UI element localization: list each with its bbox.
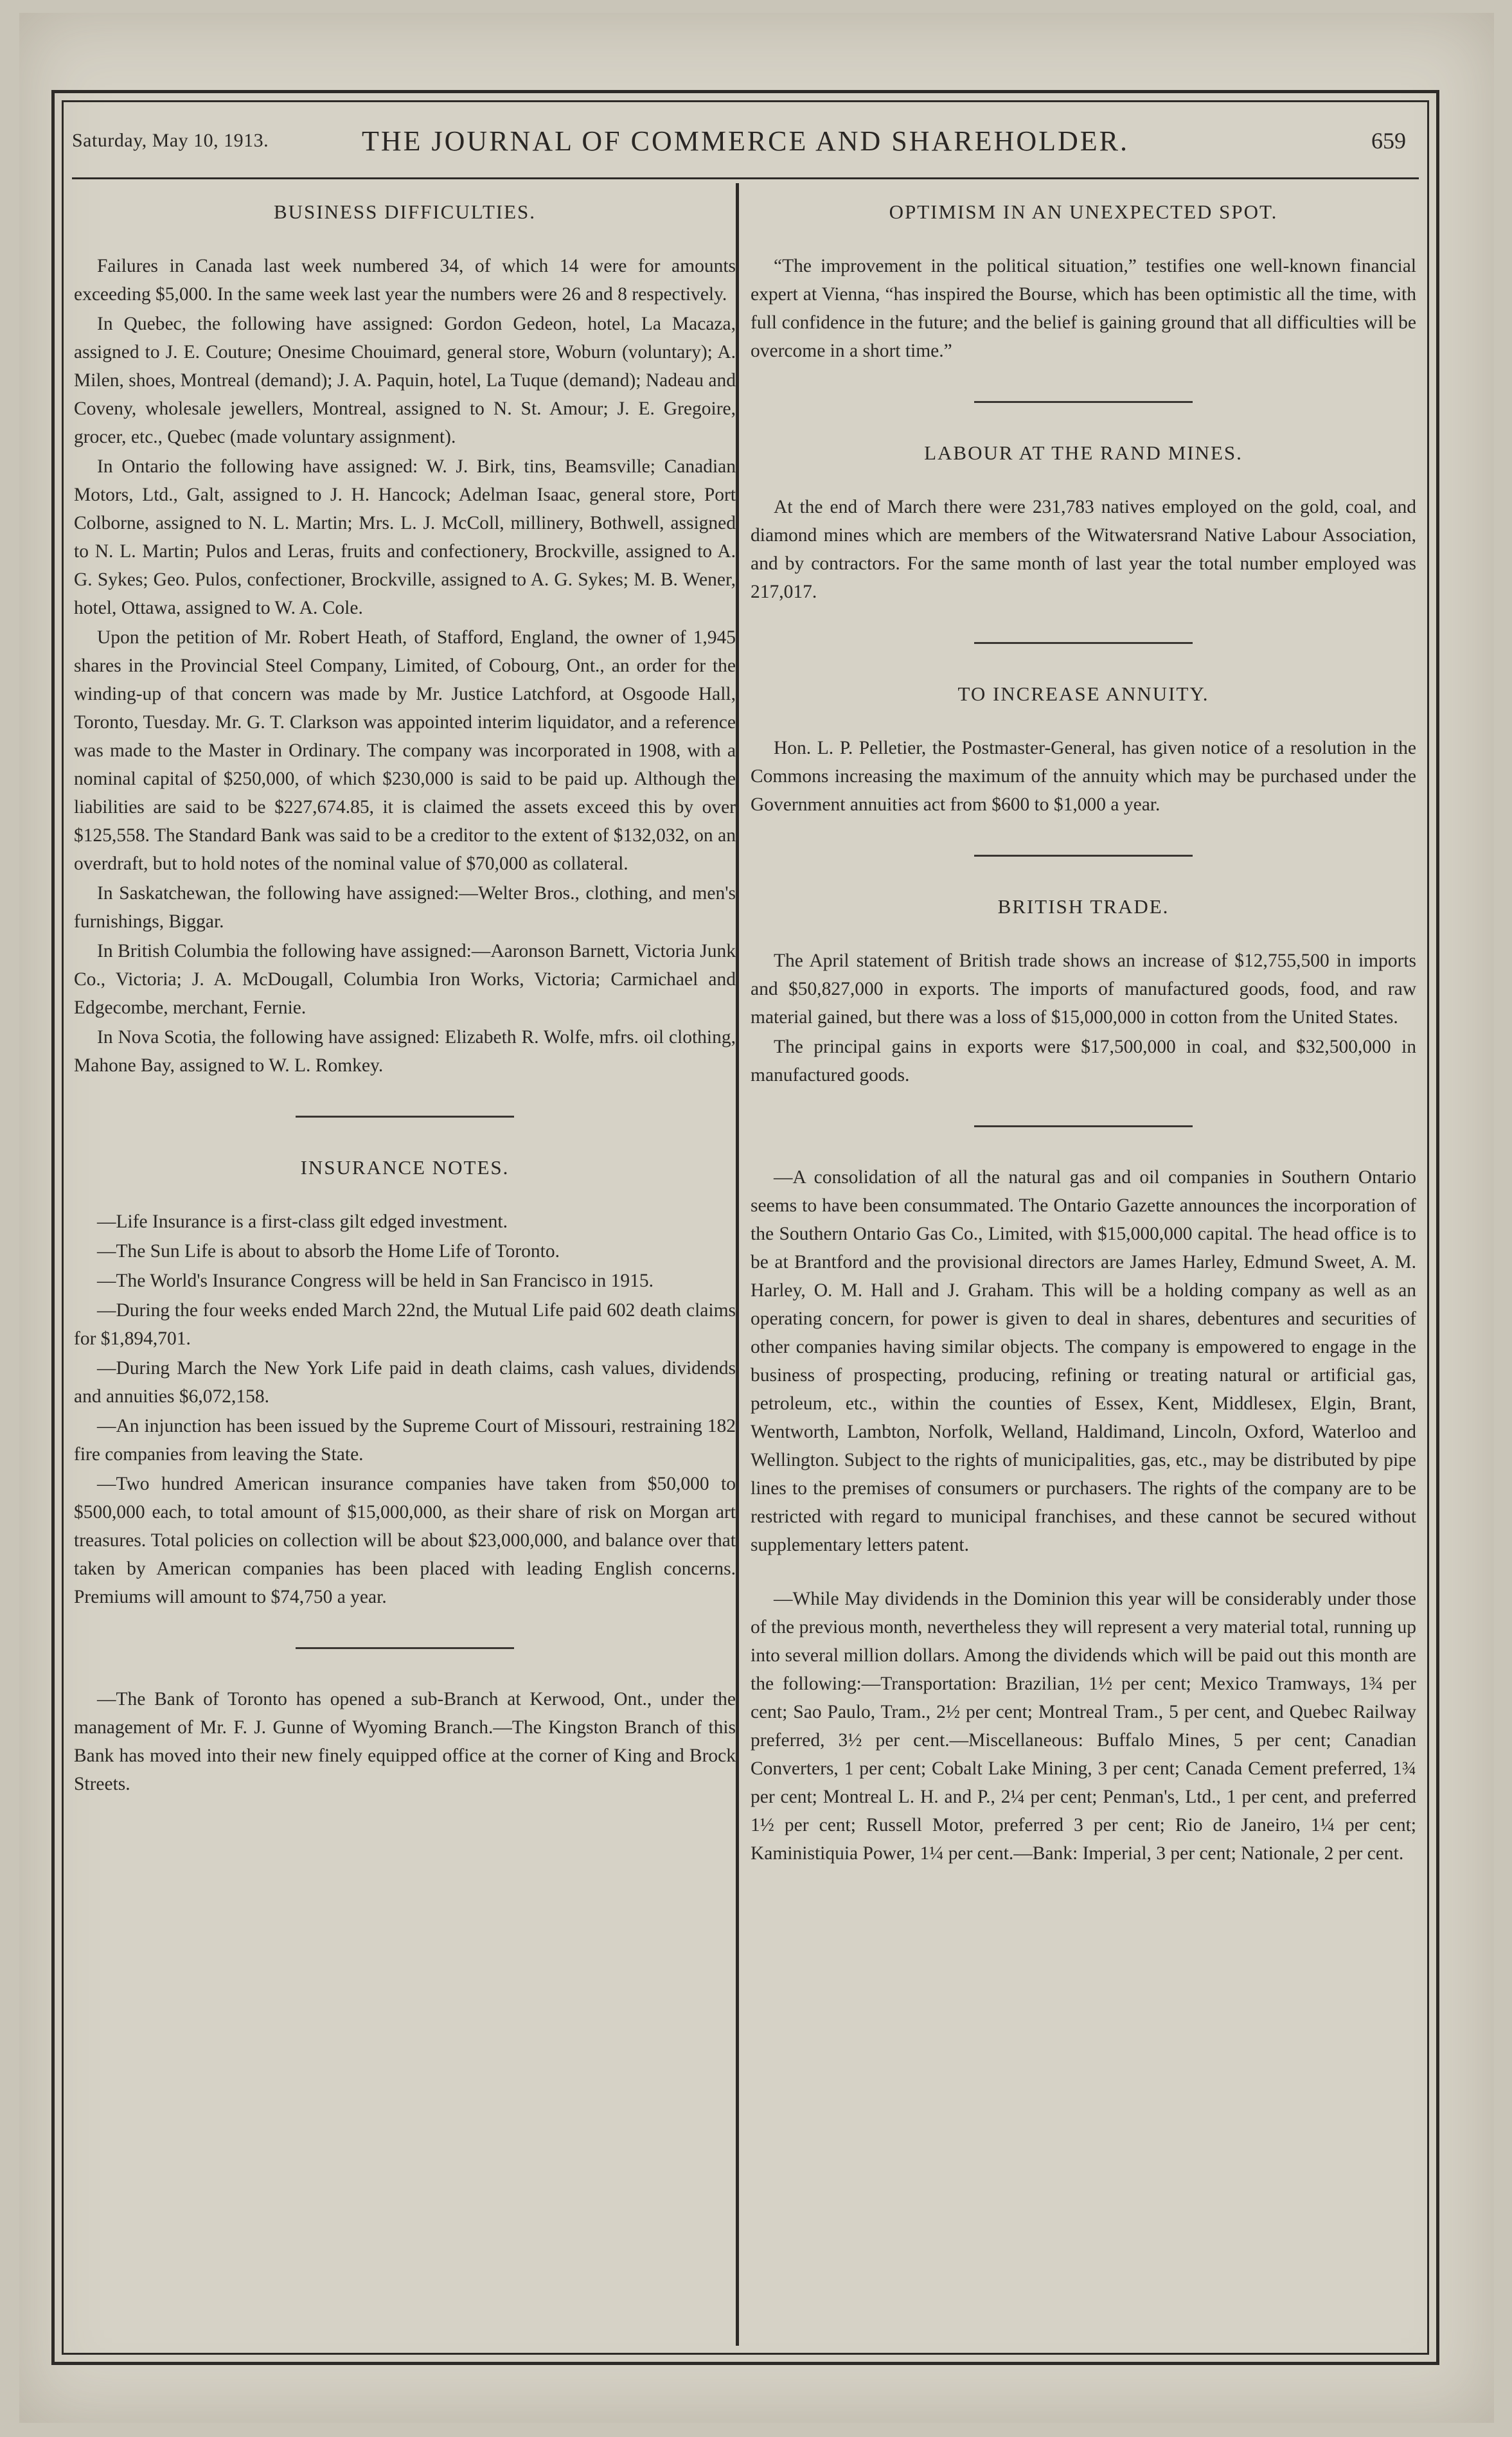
section-separator — [974, 401, 1193, 403]
section-separator — [974, 855, 1193, 857]
bank-of-toronto-note: —The Bank of Toronto has opened a sub-Branch at Kerwood, Ont., under the management of Mr. F. J. Gunne of Wyoming Branch.—The Kingston Branch of this Bank has moved into their new finely equipped office at the corner of King and Brock Streets. — [74, 1689, 736, 1794]
section-separator — [974, 642, 1193, 644]
article-paragraph: In Saskatchewan, the following have assigned:—Welter Bros., clothing, and men's furnishings, Biggar. — [74, 883, 736, 932]
article-paragraph: At the end of March there were 231,783 natives employed on the gold, coal, and diamond mines which are members of the Witwatersrand Native Labour Association, and by contractors. For the same month of last year the total number employed was 217,017. — [751, 497, 1416, 602]
article-paragraph: “The improvement in the political situation,” testifies one well-known financial expert at Vienna, “has inspired the Bourse, which has been optimistic all the time, with full confidence in the future; and the belief is gaining ground that all difficulties will be overcome in a short time.” — [751, 256, 1416, 361]
insurance-notes-article — [74, 1154, 736, 1611]
british-trade-heading: BRITISH TRADE. — [997, 895, 1170, 918]
article-paragraph: In Quebec, the following have assigned: Gordon Gedeon, hotel, La Macaza, assigned to J. E. Couture; Onesime Chouimard, general store, Woburn (voluntary); A. Milen, shoes, Montreal (demand); J. A. Paquin, hotel, La Tuque (demand); Nadeau and Coveny, wholesale jewellers, Montreal, assigned to N. St. Amour; J. E. Gregoire, grocer, etc., Quebec (made voluntary assignment). — [74, 314, 736, 447]
article-paragraph: In Ontario the following have assigned: W. J. Birk, tins, Beamsville; Canadian Motors, Ltd., Galt, assigned to J. H. Hancock; Adelman Isaac, general store, Port Colborne, assigned to N. L. Martin; Mrs. L. J. McColl, millinery, Bothwell, assigned to N. L. Martin; Pulos and Leras, fruits and confectionery, Brockville, assigned to A. G. Sykes; Geo. Pulos, confectioner, Brockville, assigned to A. G. Sykes; M. B. Wener, hotel, Ottawa, assigned to W. A. Cole. — [74, 456, 736, 618]
article-paragraph: —Two hundred American insurance companies have taken from $50,000 to $500,000 each, to total amount of $15,000,000, as their share of risk on Morgan art treasures. Total policies on collection will be about $23,000,000, and balance over that taken by American companies has been placed with leading English concerns. Premiums will amount to $74,750 a year. — [74, 1474, 736, 1607]
article-paragraph: —The World's Insurance Congress will be held in San Francisco in 1915. — [97, 1271, 654, 1291]
section-separator — [974, 1125, 1193, 1127]
labour-rand-mines-article — [751, 439, 1416, 606]
journal-title: THE JOURNAL OF COMMERCE AND SHAREHOLDER. — [362, 125, 1129, 157]
article-paragraph: Failures in Canada last week numbered 34, of which 14 were for amounts exceeding $5,000. In the same week last year the numbers were 26 and 8 respectively. — [74, 256, 736, 305]
british-trade-article — [751, 893, 1416, 1089]
article-paragraph: —Life Insurance is a first-class gilt edged investment. — [97, 1211, 508, 1232]
right-column — [751, 198, 1416, 1869]
section-separator — [296, 1647, 514, 1649]
optimism-heading: OPTIMISM IN AN UNEXPECTED SPOT. — [889, 201, 1278, 223]
article-paragraph: Upon the petition of Mr. Robert Heath, of Stafford, England, the owner of 1,945 shares in the Provincial Steel Company, Limited, of Cobourg, Ont., an order for the winding-up of that concern was made by Mr. Justice Latchford, at Osgoode Hall, Toronto, Tuesday. Mr. G. T. Clarkson was appointed interim liquidator, and a reference was made to the Master in Ordinary. The company was incorporated in 1908, with a nominal capital of $250,000, of which $230,000 is said to be paid up. Although the liabilities are said to be $227,674.85, it is claimed the assets exceed this by over $125,558. The Standard Bank was said to be a creditor to the extent of $132,032, on an overdraft, but to hold notes of the nominal value of $70,000 as collateral. — [74, 627, 736, 874]
business-difficulties-article — [74, 198, 736, 1080]
page-number: 659 — [1371, 128, 1406, 154]
article-paragraph: In Nova Scotia, the following have assigned: Elizabeth R. Wolfe, mfrs. oil clothing, Mahone Bay, assigned to W. L. Romkey. — [74, 1027, 736, 1076]
section-separator — [296, 1116, 514, 1118]
article-paragraph: The principal gains in exports were $17,500,000 in coal, and $32,500,000 in manufactured goods. — [751, 1037, 1416, 1085]
business-difficulties-heading: BUSINESS DIFFICULTIES. — [273, 201, 537, 223]
column-divider — [736, 183, 739, 2346]
page-header — [72, 121, 1419, 172]
issue-date: Saturday, May 10, 1913. — [72, 130, 269, 151]
article-paragraph: —During the four weeks ended March 22nd, the Mutual Life paid 602 death claims for $1,894,701. — [74, 1300, 736, 1349]
labour-rand-mines-heading: LABOUR AT THE RAND MINES. — [924, 442, 1243, 464]
may-dividends-note: —While May dividends in the Dominion this year will be considerably under those of the previous month, nevertheless they will represent a very material total, running up into several million dollars. Among the dividends which will be paid out this month are the following:—Transportation: Brazilian, 1½ per cent; Mexico Tramways, 1¾ per cent; Sao Paulo, Tram., 2½ per cent; Montreal Tram., 5 per cent, and Quebec Railway preferred, 3½ per cent.—Miscellaneous: Buffalo Mines, 5 per cent; Canadian Converters, 1 per cent; Cobalt Lake Mining, 3 per cent; Canada Cement preferred, 1¾ per cent; Montreal L. H. and P., 2¼ per cent; Penman's, Ltd., 1 per cent, and preferred 1½ per cent; Russell Motor, preferred 3 per cent; Rio de Janeiro, 1¼ per cent; Kaministiquia Power, 1¼ per cent.—Bank: Imperial, 3 per cent; Nationale, 2 per cent. — [751, 1589, 1416, 1864]
header-rule — [72, 177, 1419, 179]
article-paragraph: In British Columbia the following have assigned:—Aaronson Barnett, Victoria Junk Co., Victoria; J. A. McDougall, Columbia Iron Works, Victoria; Carmichael and Edgecombe, merchant, Fernie. — [74, 941, 736, 1018]
left-column — [74, 198, 736, 1799]
article-paragraph: —During March the New York Life paid in death claims, cash values, dividends and annuities $6,072,158. — [74, 1358, 736, 1407]
insurance-notes-heading: INSURANCE NOTES. — [300, 1156, 510, 1179]
optimism-article — [751, 198, 1416, 365]
article-paragraph: —The Sun Life is about to absorb the Home Life of Toronto. — [97, 1241, 560, 1262]
increase-annuity-heading: TO INCREASE ANNUITY. — [957, 683, 1209, 705]
increase-annuity-article — [751, 680, 1416, 819]
gas-consolidation-note: —A consolidation of all the natural gas and oil companies in Southern Ontario seems to have been consummated. The Ontario Gazette announces the incorporation of the Southern Ontario Gas Co., Limited, with $15,000,000 capital. The head office is to be at Brantford and the provisional directors are James Harley, Edmund Sweet, A. M. Harley, O. M. Hall and J. Graham. This will be a holding company as well as an operating concern, for power is given to deal in shares, debentures and securities of other companies having similar objects. The company is empowered to engage in the business of prospecting, producing, refining or treating natural or artificial gas, petroleum, etc., within the counties of Essex, Kent, Middlesex, Elgin, Brant, Wentworth, Lambton, Norfolk, Welland, Haldimand, Lincoln, Oxford, Waterloo and Wellington. Subject to the rights of municipalities, gas, etc., may be distributed by pipe lines to the premises of consumers or purchasers. The rights of the company are to be restricted with regard to municipal franchises, and these cannot be secured without supplementary letters patent. — [751, 1167, 1416, 1555]
article-paragraph: The April statement of British trade shows an increase of $12,755,500 in imports and $50,827,000 in exports. The imports of manufactured goods, food, and raw material gained, but there was a loss of $15,000,000 in cotton from the United States. — [751, 951, 1416, 1028]
article-paragraph: —An injunction has been issued by the Supreme Court of Missouri, restraining 182 fire companies from leaving the State. — [74, 1416, 736, 1465]
article-paragraph: Hon. L. P. Pelletier, the Postmaster-General, has given notice of a resolution in the Commons increasing the maximum of the annuity which may be purchased under the Government annuities act from $600 to $1,000 a year. — [751, 738, 1416, 815]
